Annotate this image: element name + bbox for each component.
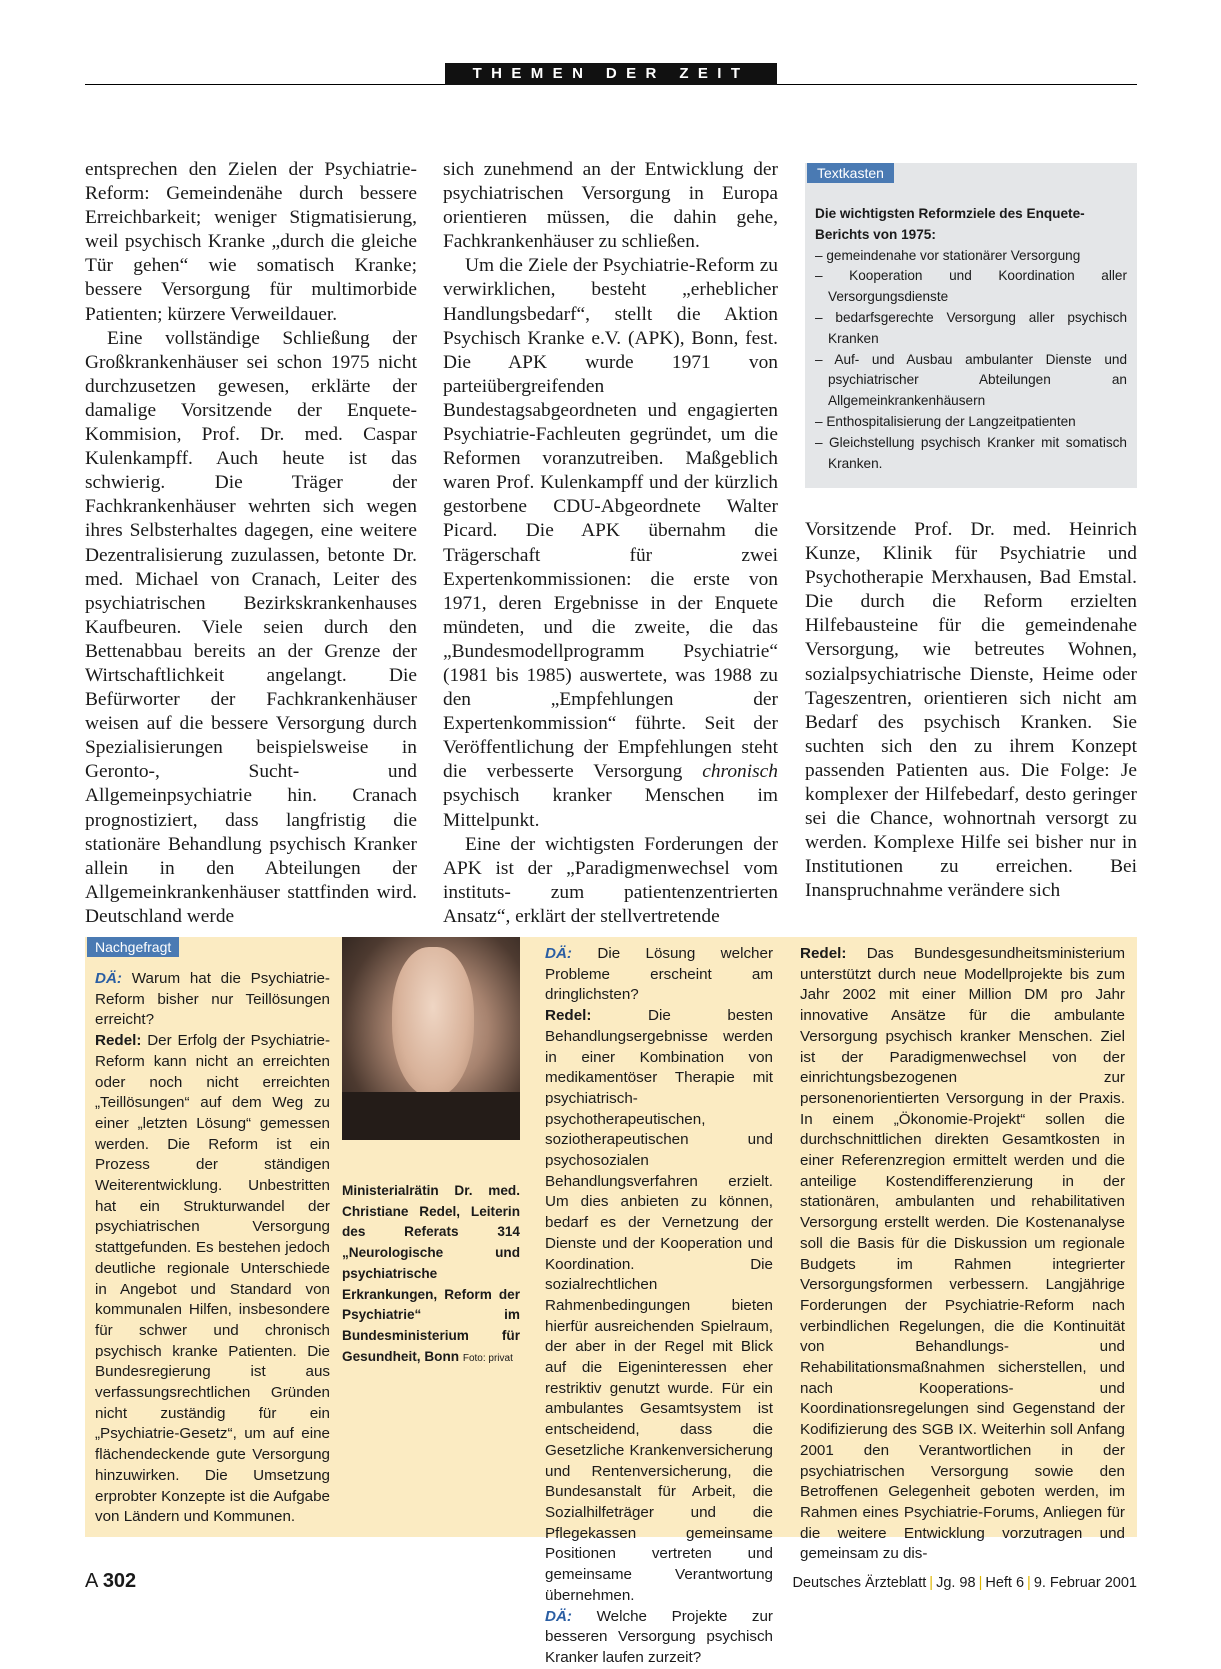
article-column-3 (805, 518, 1137, 904)
journal-date: 9. Februar 2001 (1033, 1575, 1137, 1591)
portrait-clothing (342, 1092, 520, 1140)
photo-caption (342, 1181, 520, 1369)
list-item: – Auf- und Ausbau ambulanter Dienste und psychiatrischer Abteilungen an Allgemeinkrankenhäusern (815, 351, 1127, 409)
textkasten-body (815, 204, 1127, 474)
text-run: psychisch kranker Menschen im Mittelpunkt. (443, 785, 778, 831)
caption-text: Ministerialrätin Dr. med. Christiane Redel, Leiterin des Referats 314 „Neurologische und psychiatrische Erkrankungen, Reform der Psychiatrie“ im Bundesministerium für Gesundheit, Bonn (342, 1183, 520, 1364)
section-header: THEMEN DER ZEIT (445, 63, 777, 85)
textkasten-list (815, 246, 1127, 475)
article-column-2 (443, 158, 778, 929)
interview-column-1a (95, 969, 330, 1528)
textkasten-label: Textkasten (807, 163, 894, 183)
emphasis: chronisch (702, 761, 778, 783)
paragraph: entsprechen den Zielen der Psychiatrie-Reform: Gemeindenähe durch bessere Erreichbarkeit; weniger Stigmatisierung, weil psychisch Kranke „durch die gleiche Tür gehen“ wie somatisch Kranke; bessere Versorgung für multimorbide Patienten; kürzere Verweildauer. (85, 159, 417, 325)
redel-label: Redel: (545, 1007, 592, 1025)
journal-volume: Jg. 98 (936, 1575, 976, 1591)
question: Welche Projekte zur besseren Versorgung psychisch Kranker laufen zurzeit? (545, 1607, 773, 1666)
answer: Die besten Behandlungsergebnisse werden in einer Kombination von medikamentöser Therapie mit psychiatrisch-psychotherapeutischen, soziotherapeutischen und psychosozialen Behandlungsverfahren erzielt. Um dies anbieten zu können, bedarf es der Vernetzung der Dienste und der Kooperation und Koordination. Die sozialrechtlichen Rahmenbedingungen bieten hierfür ausreichenden Spielraum, der aber in der Regel mit Blick auf die Eigeninteressen eher restriktiv genutzt wurde. Für ein ambulantes Gesamtsystem ist entscheidend, dass die Gesetzliche Krankenversicherung und Rentenversicherung, die Bundesanstalt für Arbeit, die Sozialhilfeträger und die Pflegekassen gemeinsame Positionen vertreten und gemeinsame Verantwortung übernehmen. (545, 1007, 773, 1604)
question: Warum hat die Psychiatrie-Reform bisher nur Teillösungen erreicht? (95, 970, 330, 1029)
journal-name: Deutsches Ärzteblatt (792, 1575, 927, 1591)
redel-label: Redel: (95, 1032, 142, 1050)
textkasten-title: Die wichtigsten Reformziele des Enquete-Berichts von 1975: (815, 206, 1085, 242)
redel-label: Redel: (800, 945, 847, 962)
page-number-value: 302 (102, 1570, 137, 1592)
list-item: – bedarfsgerechte Versorgung aller psychisch Kranken (815, 309, 1127, 346)
answer: Das Bundesgesundheitsministerium unterstützt durch neue Modellprojekte bis zum Jahr 2002 mit einer Million DM pro Jahr innovative Ansätze für die ambulante Versorgung psychisch kranker Menschen. Ziel ist der Paradigmenwechsel von der einrichtungsbezogenen zur personenorientierten Versorgung in der Praxis. In einem „Ökonomie-Projekt“ sollen die durchschnittlichen direkten Gesamtkosten in einer Referenzregion ermittelt werden und die anteilige Kostendifferenzierung in der stationären, ambulanten und rehabilitativen Versorgung erstellt werden. Die Kostenanalyse soll die Basis für die Diskussion um regionale Budgets im Rahmen integrierter Versorgungsformen verbessern. Langjährige Forderungen der Psychiatrie-Reform nach verbindlichen Regelungen, die die Kontinuität von Behandlungs- und Rehabilitationsmaßnahmen sicherstellen, und nach Kooperations- und Koordinationsregelungen sind Gegenstand der Kodifizierung des SGB IX. Weiterhin soll Anfang 2001 den Verantwortlichen in der psychiatrischen Versorgung sowie den Betroffenen Gelegenheit geboten werden, im Rahmen eines Psychiatrie-Forums, Anliegen für die weitere Entwicklung vorzutragen und gemeinsam zu dis- (800, 945, 1125, 1563)
portrait-face (392, 947, 474, 1097)
list-item: – Enthospitalisierung der Langzeitpatienten (815, 413, 1076, 429)
list-item: – gemeindenahe vor stationärer Versorgung (815, 247, 1081, 263)
page-number (85, 1570, 136, 1593)
article-column-1 (85, 158, 417, 929)
text-run: Um die Ziele der Psychiatrie-Reform zu verwirklichen, besteht „erheblicher Handlungsbedarf“, stellt die Aktion Psychisch Kranke e.V. (APK), Bonn, fest. Die APK wurde 1971 von parteiübergreifenden Bundestagsabgeordneten und engagierten Psychiatrie-Fachleuten gegründet, um die Reformen voranzutreiben. Maßgeblich waren Prof. Kulenkampff und der kürzlich gestorbene CDU-Abgeordnete Walter Picard. Die APK übernahm die Trägerschaft für zwei Expertenkommissionen: die erste von 1971, deren Ergebnisse in der Enquete mündeten, und die zweite, die das „Bundesmodellprogramm Psychiatrie“ (1981 bis 1985) auswertete, was 1988 zu den „Empfehlungen der Expertenkommission“ führte. Seit der Veröffentlichung der Empfehlungen steht die verbesserte Versorgung (443, 255, 778, 783)
da-label: DÄ: (545, 945, 572, 962)
list-item: – Gleichstellung psychisch Kranker mit somatisch Kranken. (815, 434, 1127, 471)
paragraph: Eine der wichtigsten Forderungen der APK ist der „Paradigmenwechsel vom instituts- zum patientenzentrierten Ansatz“, erklärt der stellvertretende (443, 833, 778, 927)
interview-column-2 (545, 944, 773, 1669)
da-label: DÄ: (545, 1607, 572, 1625)
question: Die Lösung welcher Probleme erscheint am dringlichsten? (545, 945, 773, 1004)
paragraph: Eine vollständige Schließung der Großkrankenhäuser sei schon 1975 nicht durchzusetzen gewesen, erklärte der damalige Vorsitzende der Enquete-Kommision, Prof. Dr. med. Caspar Kulenkampff. Auch heute ist das schwierig. Die Träger der Fachkrankenhäuser wehrten sich wegen ihres Selbsterhaltes dagegen, eine weitere Dezentralisierung zuzulassen, betonte Dr. med. Michael von Cranach, Leiter des psychiatrischen Bezirkskrankenhauses Kaufbeuren. Viele seien durch den Bettenabbau bereits an der Grenze der Wirtschaftlichkeit angelangt. Die Befürworter der Fachkrankenhäuser weisen auf die bessere Versorgung durch Spezialisierungen beispielsweise in Geronto-, Sucht- und Allgemeinpsychiatrie hin. Cranach prognostiziert, dass langfristig die stationäre Behandlung psychisch Kranker allein in den Abteilungen der Allgemeinkrankenhäuser stattfinden wird. Deutschland werde (85, 327, 417, 927)
journal-issue: Heft 6 (985, 1575, 1025, 1591)
interview-column-3 (800, 944, 1125, 1565)
paragraph: sich zunehmend an der Entwicklung der psychiatrischen Versorgung in Europa orientieren müssen, die dahin gehe, Fachkrankenhäuser zu schließen. (443, 159, 778, 253)
paragraph: Vorsitzende Prof. Dr. med. Heinrich Kunze, Klinik für Psychiatrie und Psychotherapie Merxhausen, Bad Emstal. Die durch die Reform erzielten Hilfebausteine für die gemeindenahe Versorgung, wie betreutes Wohnen, sozialpsychiatrische Dienste, Heime oder Tageszentren, orientieren sich nicht am Bedarf des psychisch Kranken. Sie suchten sich den zu ihrem Konzept passenden Patienten aus. Die Folge: Je komplexer der Hilfebedarf, desto geringer sei die Chance, wohnortnah versorgt zu werden. Komplexe Hilfe sei bisher nur in Institutionen zu erreichen. Bei Inanspruchnahme verändere sich (805, 519, 1137, 902)
da-label: DÄ: (95, 970, 122, 987)
interview-label: Nachgefragt (87, 937, 179, 957)
list-item: – Kooperation und Koordination aller Versorgungsdienste (815, 268, 1127, 305)
photo-credit: Foto: privat (462, 1352, 513, 1364)
paragraph (443, 254, 778, 832)
page-prefix: A (85, 1570, 98, 1592)
answer: Der Erfolg der Psychiatrie-Reform kann nicht an erreichten oder noch nicht erreichten „Teillösungen“ auf dem Weg zu einer „letzten Lösung“ gemessen werden. Die Reform ist ein Prozess der ständigen Weiterentwicklung. Unbestritten hat ein Strukturwandel der psychiatrischen Versorgung stattgefunden. Es bestehen jedoch deutliche regionale Unterschiede in Angebot und Standard von kommunalen Hilfen, insbesondere für schwer und chronisch psychisch kranke Patienten. Die Bundesregierung ist aus verfassungsrechtlichen Gründen nicht zuständig für ein „Psychiatrie-Gesetz“, um auf eine flächendeckende gute Versorgung hinzuwirken. Die Umsetzung erprobter Konzepte ist die Aufgabe von Ländern und Kommunen. (95, 1032, 330, 1526)
journal-info: Deutsches Ärzteblatt | Jg. 98 | Heft 6 | 9. Februar 2001 (792, 1575, 1137, 1591)
